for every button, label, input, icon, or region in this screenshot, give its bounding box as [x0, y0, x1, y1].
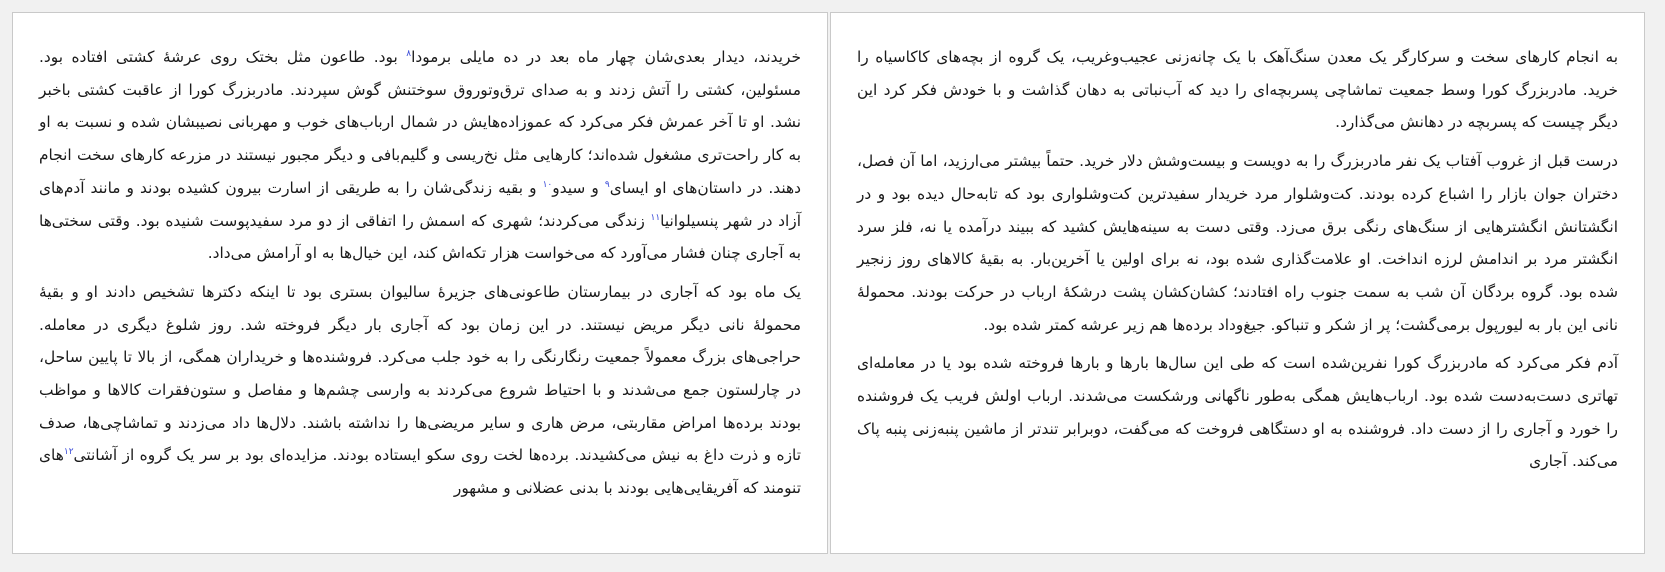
text-segment: و بقیه زندگی‌شان را به طریقی از اسارت بیرون کشیده بودند و مانند آدم‌های آزاد در شهر پنسیلوانیا	[39, 178, 801, 230]
footnote-marker-9[interactable]: ۹	[604, 179, 610, 190]
right-page-text	[857, 41, 1618, 484]
left-page-text	[39, 41, 801, 511]
footnote-marker-12[interactable]: ۱۲	[63, 447, 74, 458]
text-segment: یک ماه بود که آجاری در بیمارستان طاعونی‌های جزیرهٔ سالیوان بستری بود تا اینکه دکترها تشخیص دادند او و بقیهٔ محمولهٔ نانی دیگر مریض نیستند. در این زمان بود که آجاری بار دیگر فروخته شد. روز شلوغ دیگری در معامله. حراجی‌های بزرگ معمولاً جمعیت رنگارنگی را به خود جلب می‌کرد. فروشنده‌ها و خریداران همگی، از بالا تا پایین ساحل، در چارلستون جمع می‌شدند و با احتیاط شروع می‌کردند به وارسی چشم‌ها و مفاصل و ستون‌فقرات کالاها و مواظب بودند برده‌ها امراض مقاربتی، مرض هاری و سایر مریضی‌ها را نداشته باشند. دلال‌ها داد می‌زدند و تماشاچی‌ها، صدف تازه و ذرت داغ به نیش می‌کشیدند. برده‌ها لخت روی سکو ایستاده بودند. مزایده‌ای بود بر سر یک گروه از آشانتی	[39, 282, 801, 465]
right-paragraph-1: به انجام کارهای سخت و سرکارگر یک معدن سنگ‌آهک با یک چانه‌زنی عجیب‌وغریب، یک گروه از بچه‌های کاکاسیاه را خرید. مادربزرگ کورا وسط جمعیت تماشاچی پسربچه‌ای را دید که آب‌نباتی به دهان گذاشت و با خودش فکر کرد این دیگر چیست که پسربچه در دهانش می‌گذارد.	[857, 48, 1618, 132]
text-segment: های تنومند که آفریقایی‌هایی بودند با بدنی عضلانی و مشهور	[39, 446, 801, 498]
left-page	[12, 12, 828, 554]
left-paragraph-2	[39, 276, 801, 505]
footnote-marker-10[interactable]: ۱۰	[542, 179, 553, 190]
right-paragraph-3: آدم فکر می‌کرد که مادربزرگ کورا نفرین‌شده است که طی این سال‌ها بارها و بارها فروخته شده بود یا در معامله‌ای تهاتری دست‌به‌دست شده بود. ارباب‌هایش همگی به‌طور ناگهانی ورشکست می‌شدند. ارباب اولش فریب یک فروشنده را خورد و آجاری را از دست داد. فروشنده به او دستگاهی فروخت که می‌گفت، دوبرابر تندتر از ماشین پنبه‌زنی پنبه پاک می‌کند. آجاری	[857, 354, 1618, 471]
footnote-marker-11[interactable]: ۱۱	[650, 212, 661, 223]
left-paragraph-1	[39, 41, 801, 270]
right-paragraph-2: درست قبل از غروب آفتاب یک نفر مادربزرگ را به دویست و بیست‌وشش دلار خرید. حتماً بیشتر می‌ارزید، اما آن فصل، دختران جوان بازار را اشباع کرده بودند. کت‌وشلوار مرد خریدار سفیدترین کت‌وشلواری بود که تابه‌حال دیده بود و در انگشتانش انگشترهایی از سنگ‌های رنگی برق می‌زد. وقتی دست به سینه‌هایش کشید که ببیند درآمده یا نه، فلز سرد انگشتر مرد بر اندامش لرزه انداخت. او علامت‌گذاری شده بود، نه برای اولین یا آخرین‌بار. به بقیهٔ کالاهای روز زنجیر شده بود. گروه بردگان آن شب به سمت جنوب راه افتادند؛ کشان‌کشان پشت درشکهٔ ارباب در حرکت بودند. محمولهٔ نانی این بار به لیورپول برمی‌گشت؛ پر از شکر و تنباکو. جیغ‌وداد برده‌ها هم زیر عرشه کمتر شده بود.	[857, 152, 1618, 334]
footnote-marker-8[interactable]: ۸	[406, 48, 412, 59]
text-segment: بود. طاعون مثل بختک روی عرشهٔ کشتی افتاده بود. مسئولین، کشتی را آتش زدند و به صدای ترق‌وتوروق سوختنش گوش سپردند. مادربزرگ کورا از عاقبت کشتی باخبر نشد. او تا آخر عمرش فکر می‌کرد که عموزاده‌هایش در شمال ارباب‌های خوب و مهربانی نصیبشان شده و نسبت به او به کار راحت‌تری مشغول شده‌اند؛ کارهایی مثل نخ‌ریسی و گلیم‌بافی و دیگر مجبور نیستند در مزرعه کارهای سخت انجام دهند. در داستان‌های او ایسای	[39, 48, 801, 197]
right-page	[830, 12, 1645, 554]
text-segment: زندگی می‌کردند؛ شهری که اسمش را اتفاقی از دو مرد سفیدپوست شنیده بود. وقتی سختی‌ها به آجاری چنان فشار می‌آورد که می‌خواست هزار تکه‌اش کند، این خیال‌ها به او آرامش می‌داد.	[39, 211, 801, 263]
text-segment: خریدند، دیدار بعدی‌شان چهار ماه بعد در ده مایلی برمودا	[411, 48, 801, 66]
text-segment: و سیدو	[552, 178, 605, 197]
